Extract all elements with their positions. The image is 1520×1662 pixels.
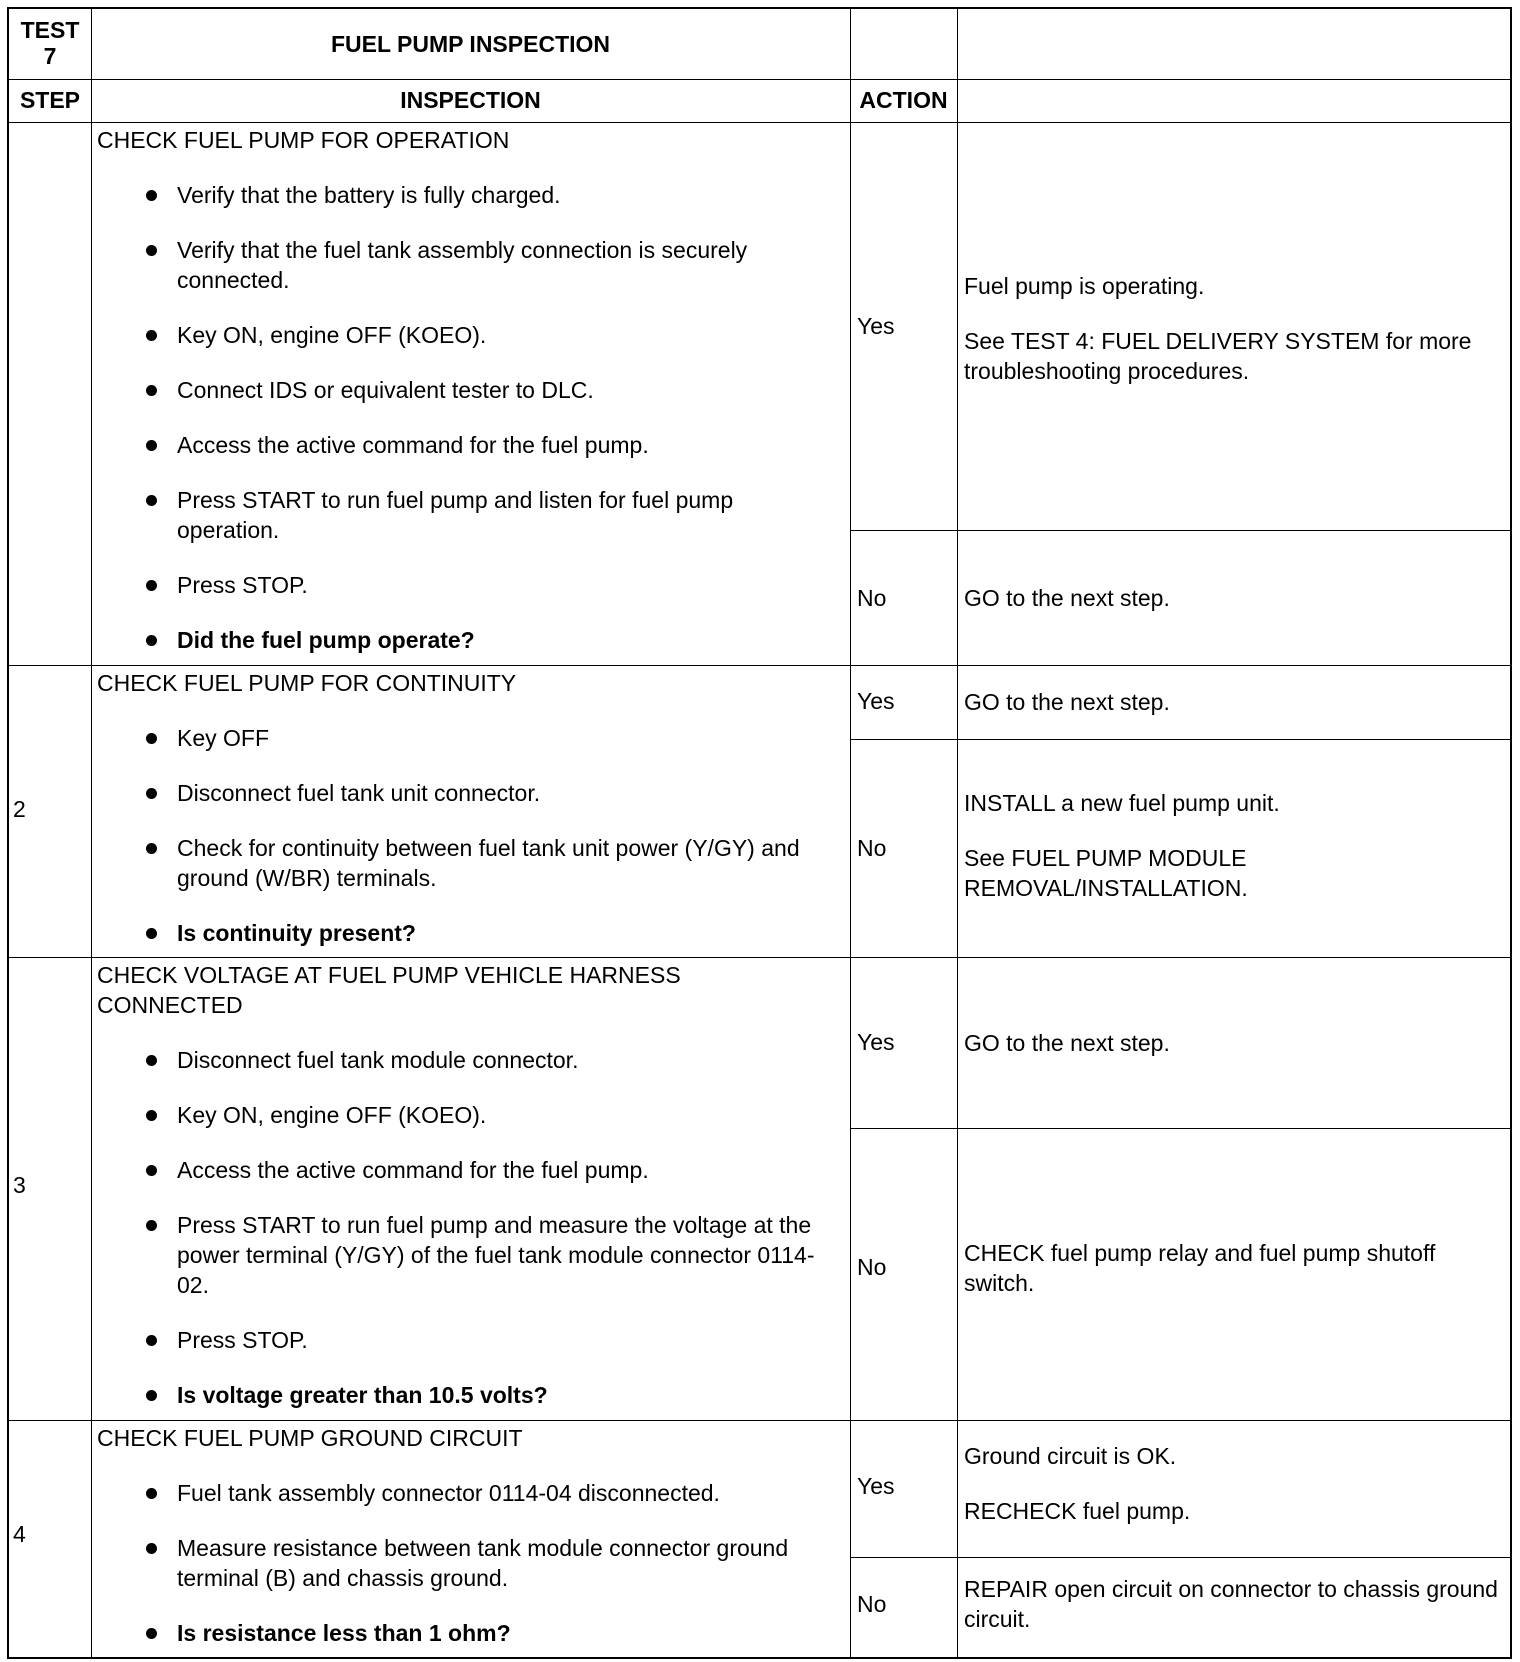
test-label-line2: 7 <box>43 43 57 69</box>
bullet-item: Key ON, engine OFF (KOEO). <box>97 1100 837 1130</box>
action-no-label: No <box>857 585 887 611</box>
col-header-action: ACTION <box>859 87 948 113</box>
action-yes-text <box>964 271 1504 411</box>
step-number: 4 <box>13 1521 26 1547</box>
action-no-text <box>964 788 1504 928</box>
action-no-text <box>964 583 1504 638</box>
step-heading: CHECK FUEL PUMP FOR CONTINUITY <box>97 670 517 696</box>
action-yes-label: Yes <box>857 1029 895 1055</box>
step-inspection <box>97 960 837 1410</box>
step-number: 2 <box>13 796 26 822</box>
action-line: CHECK fuel pump relay and fuel pump shutoff switch. <box>964 1240 1436 1296</box>
bullet-question: Is resistance less than 1 ohm? <box>97 1618 837 1648</box>
row-divider <box>9 665 1510 666</box>
step-inspection <box>97 1423 837 1648</box>
action-no-label: No <box>857 1591 887 1617</box>
bullet-item: Disconnect fuel tank unit connector. <box>97 778 837 808</box>
action-yes-label: Yes <box>857 313 895 339</box>
action-yes-text <box>964 687 1504 742</box>
action-no-label: No <box>857 835 887 861</box>
bullet-item: Press STOP. <box>97 1325 837 1355</box>
action-yes-label: Yes <box>857 688 895 714</box>
row-divider <box>9 957 1510 958</box>
action-line: Ground circuit is OK. <box>964 1443 1177 1469</box>
action-line: RECHECK fuel pump. <box>964 1498 1191 1524</box>
action-yes-text <box>964 1441 1504 1551</box>
bullet-item: Key ON, engine OFF (KOEO). <box>97 320 837 350</box>
action-line: GO to the next step. <box>964 1030 1170 1056</box>
row-divider <box>9 79 1510 80</box>
bullet-item: Press START to run fuel pump and listen for fuel pump operation. <box>97 485 837 545</box>
col-header-step: STEP <box>19 87 81 113</box>
inspection-table <box>7 7 1512 1659</box>
bullet-item: Fuel tank assembly connector 0114-04 disconnected. <box>97 1478 837 1508</box>
bullet-item: Connect IDS or equivalent tester to DLC. <box>97 375 837 405</box>
action-line: GO to the next step. <box>964 689 1170 715</box>
bullet-list <box>97 180 837 655</box>
bullet-item: Press START to run fuel pump and measure the voltage at the power terminal (Y/GY) of the fuel tank module connector 0114-02. <box>97 1210 837 1300</box>
row-divider <box>9 1420 1510 1421</box>
col-divider <box>91 9 92 1657</box>
bullet-item: Access the active command for the fuel pump. <box>97 1155 837 1185</box>
step-heading: CHECK VOLTAGE AT FUEL PUMP VEHICLE HARNESS CONNECTED <box>97 962 681 1018</box>
action-yes-text <box>964 1028 1504 1083</box>
step-number: 3 <box>13 1172 26 1198</box>
bullet-item: Check for continuity between fuel tank unit power (Y/GY) and ground (W/BR) terminals. <box>97 833 837 893</box>
col-header-inspection: INSPECTION <box>400 87 541 113</box>
step-heading: CHECK FUEL PUMP FOR OPERATION <box>97 127 510 153</box>
action-line: GO to the next step. <box>964 585 1170 611</box>
action-line: See FUEL PUMP MODULE REMOVAL/INSTALLATION. <box>964 845 1248 901</box>
test-label-line1: TEST <box>20 17 80 43</box>
action-line: Fuel pump is operating. <box>964 273 1205 299</box>
page-title: FUEL PUMP INSPECTION <box>330 31 611 57</box>
step-inspection <box>97 125 837 655</box>
action-line: INSTALL a new fuel pump unit. <box>964 790 1280 816</box>
test-label <box>9 17 91 69</box>
row-divider <box>9 122 1510 123</box>
col-divider <box>957 9 958 1657</box>
step-heading: CHECK FUEL PUMP GROUND CIRCUIT <box>97 1425 523 1451</box>
bullet-item: Verify that the fuel tank assembly connection is securely connected. <box>97 235 837 295</box>
bullet-question: Is voltage greater than 10.5 volts? <box>97 1380 837 1410</box>
row-divider <box>850 1557 1510 1558</box>
bullet-question: Did the fuel pump operate? <box>97 625 837 655</box>
bullet-item: Measure resistance between tank module connector ground terminal (B) and chassis ground. <box>97 1533 837 1593</box>
bullet-item: Press STOP. <box>97 570 837 600</box>
action-no-text <box>964 1574 1504 1659</box>
col-divider <box>850 9 851 1657</box>
bullet-item: Disconnect fuel tank module connector. <box>97 1045 837 1075</box>
action-no-text <box>964 1238 1504 1323</box>
step-inspection <box>97 668 837 948</box>
bullet-item: Key OFF <box>97 723 837 753</box>
bullet-question: Is continuity present? <box>97 918 837 948</box>
bullet-list <box>97 1478 837 1648</box>
bullet-item: Access the active command for the fuel pump. <box>97 430 837 460</box>
action-line: REPAIR open circuit on connector to chassis ground circuit. <box>964 1576 1498 1632</box>
row-divider <box>850 530 1510 531</box>
row-divider <box>850 1128 1510 1129</box>
action-no-label: No <box>857 1254 887 1280</box>
action-line: See TEST 4: FUEL DELIVERY SYSTEM for more troubleshooting procedures. <box>964 328 1472 384</box>
bullet-list <box>97 723 837 948</box>
action-yes-label: Yes <box>857 1473 895 1499</box>
bullet-list <box>97 1045 837 1410</box>
bullet-item: Verify that the battery is fully charged. <box>97 180 837 210</box>
